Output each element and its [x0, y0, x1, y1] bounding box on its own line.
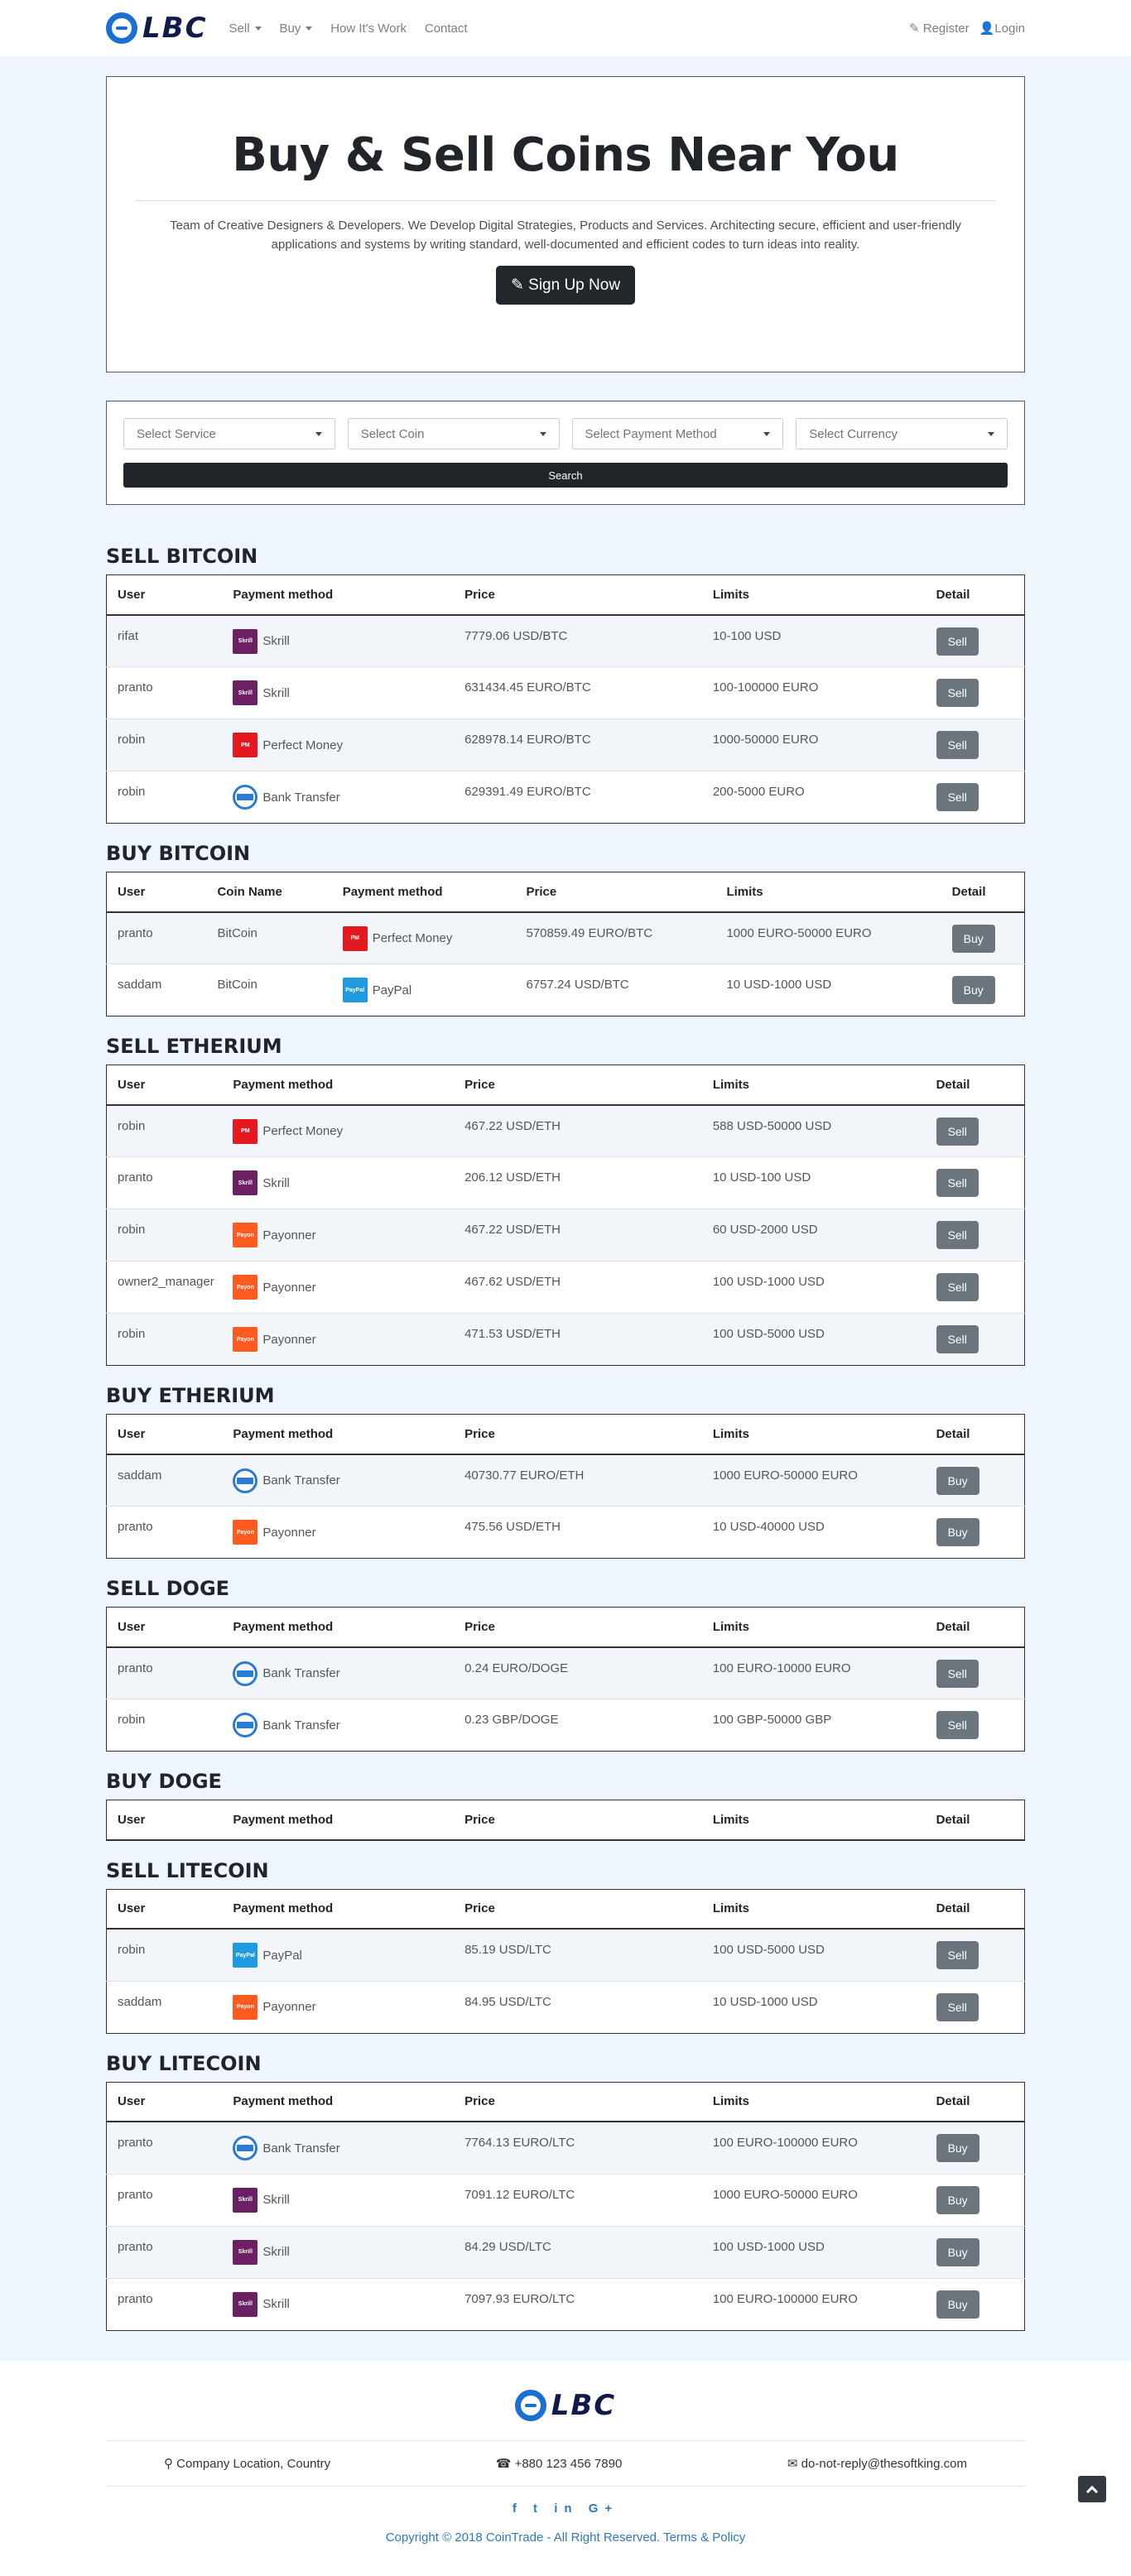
search-filter	[106, 401, 1025, 505]
price-cell: 206.12 USD/ETH	[454, 1157, 702, 1209]
table-row	[107, 1105, 1025, 1157]
section-title: SELL LITECOIN	[106, 1858, 269, 1882]
bank-logo-icon	[233, 785, 257, 810]
price-cell: 40730.77 EURO/ETH	[454, 1454, 702, 1507]
edit-icon: ✎	[510, 276, 529, 294]
nav-contact[interactable]: Contact	[424, 21, 468, 36]
price-cell: 7779.06 USD/BTC	[454, 615, 702, 667]
column-header: Limits	[702, 575, 926, 615]
chevron-down-icon	[540, 432, 546, 436]
sell-button[interactable]: Sell	[936, 627, 979, 656]
table-header-row	[107, 1065, 1025, 1105]
sell-button[interactable]: Sell	[936, 1993, 979, 2021]
user-cell: robin	[107, 1105, 223, 1157]
detail-cell	[926, 1105, 1025, 1157]
offer-section	[106, 2052, 1025, 2331]
price-cell: 628978.14 EURO/BTC	[454, 719, 702, 771]
column-header: Detail	[926, 1065, 1025, 1105]
limits-cell: 100 USD-1000 USD	[702, 2226, 926, 2278]
price-cell: 0.24 EURO/DOGE	[454, 1647, 702, 1699]
register-link[interactable]: ✎ Register	[909, 22, 970, 36]
hero-text: Team of Creative Designers & Developers. We Develop Digital Strategies, Products and Services. Architecting secure, efficient and user-friendly applications and systems by writing standard, well-documented and efficient codes to turn ideas into reality.	[170, 219, 961, 252]
column-header: User	[107, 1800, 223, 1840]
user-cell: robin	[107, 1209, 223, 1262]
column-header: Limits	[702, 1889, 926, 1929]
sell-button[interactable]: Sell	[936, 731, 979, 759]
user-cell: robin	[107, 771, 223, 824]
offer-section	[106, 1384, 1025, 1559]
coin-logo-icon	[106, 12, 137, 44]
limits-cell: 1000-50000 EURO	[702, 719, 926, 771]
user-cell: pranto	[107, 1507, 223, 1559]
price-cell: 471.53 USD/ETH	[454, 1314, 702, 1366]
nav-sell[interactable]: Sell	[229, 22, 262, 36]
column-header: User	[107, 1415, 223, 1454]
sell-button[interactable]: Sell	[936, 1711, 979, 1739]
section-title: SELL DOGE	[106, 1577, 230, 1600]
currency-select[interactable]: Select Currency	[796, 418, 1008, 449]
detail-cell	[926, 1647, 1025, 1699]
column-header: Price	[454, 1415, 702, 1454]
column-header: Detail	[941, 872, 1025, 912]
envelope-icon: ✉	[787, 2456, 801, 2471]
offers-table	[106, 574, 1025, 824]
search-button[interactable]: Search	[123, 463, 1008, 488]
price-cell: 85.19 USD/LTC	[454, 1929, 702, 1981]
offers-table	[106, 1607, 1025, 1752]
chevron-down-icon	[306, 26, 312, 31]
offers-table	[106, 1414, 1025, 1559]
user-cell: pranto	[107, 1157, 223, 1209]
payment-method-cell: PayPal PayPal	[332, 964, 516, 1016]
price-cell: 84.95 USD/LTC	[454, 1981, 702, 2033]
table-row	[107, 1699, 1025, 1752]
phone-info: ☎ +880 123 456 7890	[495, 2456, 623, 2471]
column-header: Price	[454, 1065, 702, 1105]
user-cell: saddam	[107, 964, 207, 1016]
detail-cell	[926, 1454, 1025, 1507]
sell-button[interactable]: Sell	[936, 1221, 979, 1249]
scroll-to-top-button[interactable]	[1078, 2476, 1106, 2502]
table-row	[107, 912, 1025, 964]
column-header: Detail	[926, 575, 1025, 615]
user-cell: pranto	[107, 2174, 223, 2226]
chevron-down-icon	[255, 26, 262, 31]
table-row	[107, 667, 1025, 719]
payoneer-logo-icon: Payon	[233, 1327, 257, 1352]
coin-name-cell: BitCoin	[206, 912, 331, 964]
price-cell: 629391.49 EURO/BTC	[454, 771, 702, 824]
section-title: BUY ETHERIUM	[106, 1384, 275, 1407]
column-header: Detail	[926, 1608, 1025, 1647]
offer-section	[106, 1859, 1025, 2034]
payoneer-logo-icon: Payon	[233, 1520, 257, 1545]
payment-method-cell: PM Perfect Money	[222, 719, 454, 771]
offer-section	[106, 1577, 1025, 1752]
buy-button[interactable]: Buy	[936, 2186, 979, 2214]
price-cell: 467.22 USD/ETH	[454, 1105, 702, 1157]
user-cell: pranto	[107, 2226, 223, 2278]
payment-method-cell: PM Perfect Money	[332, 912, 516, 964]
table-header-row	[107, 2082, 1025, 2122]
offers-table	[106, 1800, 1025, 1841]
buy-button[interactable]: Buy	[952, 925, 995, 953]
bank-logo-icon	[233, 1661, 257, 1686]
payment-method-cell: Payon Payonner	[222, 1981, 454, 2033]
chevron-down-icon	[763, 432, 770, 436]
payment-method-cell: Bank Transfer	[222, 771, 454, 824]
detail-cell	[941, 912, 1025, 964]
price-cell: 467.22 USD/ETH	[454, 1209, 702, 1262]
detail-cell	[926, 1314, 1025, 1366]
bank-logo-icon	[233, 1468, 257, 1493]
table-row	[107, 719, 1025, 771]
auth-nav	[909, 21, 1025, 36]
map-marker-icon: ⚲	[164, 2456, 177, 2471]
price-cell: 84.29 USD/LTC	[454, 2226, 702, 2278]
section-title: SELL ETHERIUM	[106, 1035, 282, 1058]
brand-name: LBC	[142, 12, 208, 45]
limits-cell: 100 GBP-50000 GBP	[702, 1699, 926, 1752]
login-link[interactable]: 👤Login	[979, 22, 1025, 36]
limits-cell: 100 EURO-100000 EURO	[702, 2278, 926, 2330]
payment-method-cell: PayPal PayPal	[222, 1929, 454, 1981]
column-header: Payment method	[222, 1889, 454, 1929]
table-row	[107, 1647, 1025, 1699]
column-header: Detail	[926, 1415, 1025, 1454]
column-header: Detail	[926, 2082, 1025, 2122]
user-cell: pranto	[107, 2122, 223, 2174]
payment-method-cell: Skrill Skrill	[222, 2226, 454, 2278]
column-header: Price	[454, 2082, 702, 2122]
social-links[interactable]: f t in G+	[512, 2501, 619, 2516]
sell-button[interactable]: Sell	[936, 1325, 979, 1353]
column-header: Price	[454, 1800, 702, 1840]
column-header: User	[107, 872, 207, 912]
chevron-up-icon	[1086, 2485, 1098, 2497]
brand-logo[interactable]	[106, 12, 208, 45]
table-row	[107, 1507, 1025, 1559]
copyright: Copyright © 2018 CoinTrade - All Right Reserved. Terms & Policy	[385, 2530, 746, 2545]
chevron-down-icon	[315, 432, 322, 436]
offer-section	[106, 842, 1025, 1016]
detail-cell	[926, 1262, 1025, 1314]
user-cell: robin	[107, 1929, 223, 1981]
sell-button[interactable]: Sell	[936, 1660, 979, 1688]
user-cell: rifat	[107, 615, 223, 667]
skrill-logo-icon: Skrill	[233, 629, 257, 654]
table-row	[107, 1157, 1025, 1209]
payment-method-cell: Payon Payonner	[222, 1262, 454, 1314]
price-cell: 6757.24 USD/BTC	[515, 964, 715, 1016]
skrill-logo-icon: Skrill	[233, 1170, 257, 1195]
detail-cell	[926, 2122, 1025, 2174]
payment-method-cell: Skrill Skrill	[222, 2278, 454, 2330]
limits-cell: 100 USD-1000 USD	[702, 1262, 926, 1314]
column-header: Limits	[702, 2082, 926, 2122]
price-cell: 631434.45 EURO/BTC	[454, 667, 702, 719]
detail-cell	[926, 1981, 1025, 2033]
payment-method-cell: Bank Transfer	[222, 1699, 454, 1752]
column-header: Payment method	[332, 872, 516, 912]
payment-method-cell: Payon Payonner	[222, 1314, 454, 1366]
limits-cell: 588 USD-50000 USD	[702, 1105, 926, 1157]
coin-name-cell: BitCoin	[206, 964, 331, 1016]
email-info: ✉ do-not-reply@thesoftking.com	[787, 2456, 967, 2471]
sell-button[interactable]: Sell	[936, 1273, 979, 1301]
detail-cell	[926, 2278, 1025, 2330]
column-header: Payment method	[222, 1800, 454, 1840]
detail-cell	[926, 1209, 1025, 1262]
column-header: User	[107, 575, 223, 615]
column-header: Price	[454, 575, 702, 615]
column-header: Limits	[702, 1065, 926, 1105]
price-cell: 0.23 GBP/DOGE	[454, 1699, 702, 1752]
user-cell: saddam	[107, 1981, 223, 2033]
detail-cell	[926, 2174, 1025, 2226]
table-row	[107, 2226, 1025, 2278]
navbar	[0, 0, 1131, 56]
main-nav	[229, 22, 483, 36]
payment-method-cell: Bank Transfer	[222, 2122, 454, 2174]
limits-cell: 10-100 USD	[702, 615, 926, 667]
offer-sections	[106, 545, 1025, 2331]
footer-logo[interactable]	[0, 2389, 1131, 2422]
column-header: Payment method	[222, 2082, 454, 2122]
coin-logo-icon	[515, 2390, 546, 2421]
table-row	[107, 1929, 1025, 1981]
column-header: User	[107, 1065, 223, 1105]
user-cell: owner2_manager	[107, 1262, 223, 1314]
limits-cell: 200-5000 EURO	[702, 771, 926, 824]
coin-select[interactable]: Select Coin	[348, 418, 560, 449]
payoneer-logo-icon: Payon	[233, 1223, 257, 1247]
payment-method-select[interactable]: Select Payment Method	[572, 418, 784, 449]
limits-cell: 100 EURO-10000 EURO	[702, 1647, 926, 1699]
limits-cell: 10 USD-1000 USD	[715, 964, 941, 1016]
section-title: BUY DOGE	[106, 1770, 222, 1793]
phone-icon: ☎	[495, 2456, 515, 2471]
payment-method-cell: PM Perfect Money	[222, 1105, 454, 1157]
chevron-down-icon	[988, 432, 994, 436]
table-row	[107, 1981, 1025, 2033]
edit-icon: ✎	[909, 22, 923, 36]
table-header-row	[107, 1800, 1025, 1840]
payment-method-cell: Bank Transfer	[222, 1647, 454, 1699]
skrill-logo-icon: Skrill	[233, 2188, 257, 2213]
limits-cell: 10 USD-1000 USD	[702, 1981, 926, 2033]
table-row	[107, 2122, 1025, 2174]
column-header: Payment method	[222, 1415, 454, 1454]
sell-button[interactable]: Sell	[936, 1117, 979, 1146]
detail-cell	[926, 615, 1025, 667]
limits-cell: 100-100000 EURO	[702, 667, 926, 719]
limits-cell: 100 EURO-100000 EURO	[702, 2122, 926, 2174]
footer	[0, 2361, 1131, 2576]
table-row	[107, 615, 1025, 667]
limits-cell: 100 USD-5000 USD	[702, 1314, 926, 1366]
column-header: Coin Name	[206, 872, 331, 912]
contact-row	[106, 2440, 1025, 2487]
detail-cell	[926, 771, 1025, 824]
payment-method-cell: Payon Payonner	[222, 1209, 454, 1262]
table-header-row	[107, 575, 1025, 615]
nav-how-it-works[interactable]: How It's Work	[330, 21, 407, 36]
table-header-row	[107, 1608, 1025, 1647]
buy-button[interactable]: Buy	[936, 1518, 979, 1546]
user-icon: 👤	[979, 22, 995, 36]
table-row	[107, 1454, 1025, 1507]
column-header: Payment method	[222, 1608, 454, 1647]
column-header: Limits	[702, 1415, 926, 1454]
detail-cell	[926, 1157, 1025, 1209]
column-header: User	[107, 2082, 223, 2122]
column-header: Detail	[926, 1889, 1025, 1929]
section-title: BUY LITECOIN	[106, 2051, 262, 2075]
service-select[interactable]: Select Service	[123, 418, 335, 449]
column-header: User	[107, 1608, 223, 1647]
limits-cell: 1000 EURO-50000 EURO	[702, 1454, 926, 1507]
payoneer-logo-icon: Payon	[233, 1995, 257, 2020]
detail-cell	[926, 1699, 1025, 1752]
buy-button[interactable]: Buy	[936, 2290, 979, 2319]
user-cell: robin	[107, 1699, 223, 1752]
offers-table	[106, 1065, 1025, 1366]
detail-cell	[941, 964, 1025, 1016]
column-header: Limits	[715, 872, 941, 912]
price-cell: 467.62 USD/ETH	[454, 1262, 702, 1314]
payment-method-cell: Skrill Skrill	[222, 615, 454, 667]
skrill-logo-icon: Skrill	[233, 2240, 257, 2265]
price-cell: 475.56 USD/ETH	[454, 1507, 702, 1559]
table-row	[107, 964, 1025, 1016]
sell-button[interactable]: Sell	[936, 1169, 979, 1197]
column-header: Limits	[702, 1800, 926, 1840]
skrill-logo-icon: Skrill	[233, 680, 257, 705]
detail-cell	[926, 667, 1025, 719]
pm-red-logo-icon: PM	[343, 926, 368, 951]
paypal-logo-icon: PayPal	[343, 978, 368, 1002]
table-row	[107, 2174, 1025, 2226]
user-cell: pranto	[107, 1647, 223, 1699]
table-row	[107, 1314, 1025, 1366]
sell-button[interactable]: Sell	[936, 679, 979, 707]
buy-button[interactable]: Buy	[952, 976, 995, 1004]
section-title: BUY BITCOIN	[106, 842, 251, 865]
price-cell: 7091.12 EURO/LTC	[454, 2174, 702, 2226]
detail-cell	[926, 1929, 1025, 1981]
bank-logo-icon	[233, 2136, 257, 2160]
user-cell: robin	[107, 1314, 223, 1366]
price-cell: 7764.13 EURO/LTC	[454, 2122, 702, 2174]
nav-buy[interactable]: Buy	[279, 22, 312, 36]
limits-cell: 100 USD-5000 USD	[702, 1929, 926, 1981]
column-header: Limits	[702, 1608, 926, 1647]
table-header-row	[107, 1889, 1025, 1929]
column-header: Price	[454, 1889, 702, 1929]
divider	[135, 200, 996, 201]
limits-cell: 60 USD-2000 USD	[702, 1209, 926, 1262]
user-cell: pranto	[107, 667, 223, 719]
pm-red-logo-icon: PM	[233, 733, 257, 757]
sell-button[interactable]: Sell	[936, 783, 979, 811]
column-header: Detail	[926, 1800, 1025, 1840]
offer-section	[106, 545, 1025, 824]
table-header-row	[107, 1415, 1025, 1454]
column-header: Price	[454, 1608, 702, 1647]
location-info: ⚲ Company Location, Country	[164, 2456, 331, 2471]
offer-section	[106, 1770, 1025, 1841]
buy-button[interactable]: Buy	[936, 2238, 979, 2266]
limits-cell: 10 USD-40000 USD	[702, 1507, 926, 1559]
sell-button[interactable]: Sell	[936, 1941, 979, 1969]
table-row	[107, 1262, 1025, 1314]
offer-section	[106, 1035, 1025, 1366]
user-cell: saddam	[107, 1454, 223, 1507]
column-header: Price	[515, 872, 715, 912]
user-cell: robin	[107, 719, 223, 771]
detail-cell	[926, 2226, 1025, 2278]
payment-method-cell: Skrill Skrill	[222, 667, 454, 719]
bank-logo-icon	[233, 1713, 257, 1737]
sign-up-button[interactable]: ✎ Sign Up Now	[496, 266, 635, 305]
column-header: User	[107, 1889, 223, 1929]
detail-cell	[926, 719, 1025, 771]
skrill-logo-icon: Skrill	[233, 2292, 257, 2317]
column-header: Payment method	[222, 575, 454, 615]
user-cell: pranto	[107, 912, 207, 964]
payment-method-cell: Skrill Skrill	[222, 1157, 454, 1209]
limits-cell: 10 USD-100 USD	[702, 1157, 926, 1209]
column-header: Payment method	[222, 1065, 454, 1105]
user-cell: pranto	[107, 2278, 223, 2330]
offers-table	[106, 872, 1025, 1016]
pm-red-logo-icon: PM	[233, 1119, 257, 1144]
footer-brand-name: LBC	[551, 2388, 617, 2422]
table-row	[107, 2278, 1025, 2330]
table-row	[107, 1209, 1025, 1262]
detail-cell	[926, 1507, 1025, 1559]
offers-table	[106, 1889, 1025, 2034]
table-header-row	[107, 872, 1025, 912]
buy-button[interactable]: Buy	[936, 2134, 979, 2162]
paypal-logo-icon: PayPal	[233, 1943, 257, 1968]
payment-method-cell: Skrill Skrill	[222, 2174, 454, 2226]
price-cell: 570859.49 EURO/BTC	[515, 912, 715, 964]
hero-section	[106, 76, 1025, 372]
payment-method-cell: Payon Payonner	[222, 1507, 454, 1559]
offers-table	[106, 2082, 1025, 2331]
buy-button[interactable]: Buy	[936, 1467, 979, 1495]
payment-method-cell: Bank Transfer	[222, 1454, 454, 1507]
table-row	[107, 771, 1025, 824]
limits-cell: 1000 EURO-50000 EURO	[702, 2174, 926, 2226]
section-title: SELL BITCOIN	[106, 545, 258, 568]
hero-title: Buy & Sell Coins Near You	[232, 128, 899, 182]
price-cell: 7097.93 EURO/LTC	[454, 2278, 702, 2330]
payoneer-logo-icon: Payon	[233, 1275, 257, 1300]
limits-cell: 1000 EURO-50000 EURO	[715, 912, 941, 964]
